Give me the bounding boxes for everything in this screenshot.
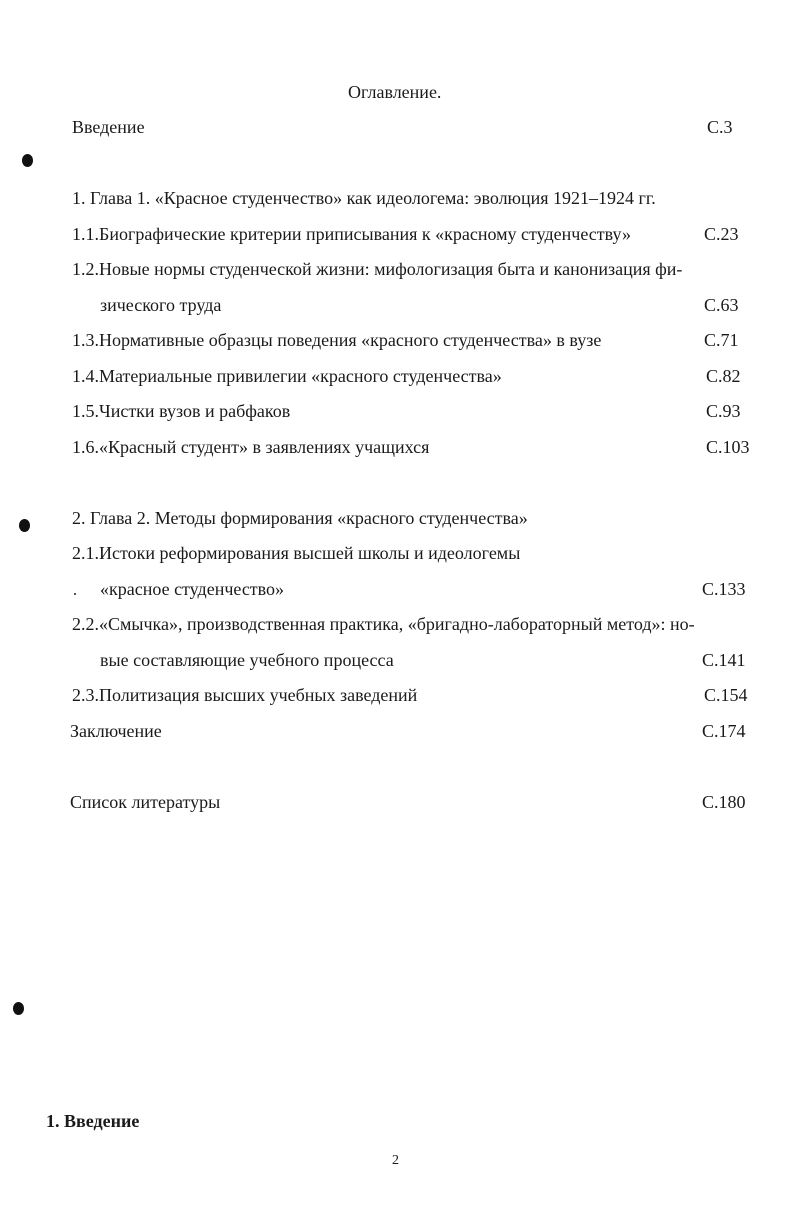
toc-section-1-5-page: С.93	[706, 401, 741, 421]
toc-section-1-2-line1: 1.2.Новые нормы студенческой жизни: мифологизация быта и канонизация фи-	[72, 259, 683, 279]
toc-section-2-2-line1: 2.2.«Смычка», производственная практика, «бригадно-лабораторный метод»: но-	[72, 614, 695, 634]
toc-section-2-3-page: С.154	[704, 685, 748, 705]
toc-section-1-6-page: С.103	[706, 437, 750, 457]
toc-title: Оглавление.	[348, 82, 442, 102]
binder-hole-bottom	[13, 1002, 24, 1015]
toc-section-1-4-page: С.82	[706, 366, 741, 386]
toc-section-2-3: 2.3.Политизация высших учебных заведений	[72, 685, 418, 705]
toc-chapter-2-title: 2. Глава 2. Методы формирования «красного студенчества»	[72, 508, 528, 528]
toc-section-2-2-page: С.141	[702, 650, 746, 670]
page-number: 2	[392, 1153, 399, 1168]
toc-section-1-3: 1.3.Нормативные образцы поведения «красного студенчества» в вузе	[72, 330, 602, 350]
next-section-heading: 1. Введение	[46, 1111, 140, 1131]
toc-section-1-2-line2: зического труда	[100, 295, 222, 315]
toc-bibliography: Список литературы	[70, 792, 221, 812]
scan-speck	[74, 593, 76, 595]
toc-intro-label: Введение	[72, 117, 145, 137]
toc-section-2-1-line1: 2.1.Истоки реформирования высшей школы и идеологемы	[72, 543, 521, 563]
toc-section-1-4: 1.4.Материальные привилегии «красного студенчества»	[72, 366, 502, 386]
toc-section-1-2-page: С.63	[704, 295, 739, 315]
binder-hole-middle	[19, 519, 30, 532]
toc-section-1-5: 1.5.Чистки вузов и рабфаков	[72, 401, 291, 421]
toc-section-1-3-page: С.71	[704, 330, 739, 350]
toc-section-2-1-line2: «красное студенчество»	[100, 579, 285, 599]
toc-bibliography-page: С.180	[702, 792, 746, 812]
binder-hole-top	[22, 154, 33, 167]
toc-section-2-2-line2: вые составляющие учебного процесса	[100, 650, 394, 670]
toc-intro-page: С.3	[707, 117, 733, 137]
toc-conclusion: Заключение	[70, 721, 162, 741]
toc-chapter-1-title: 1. Глава 1. «Красное студенчество» как идеологема: эволюция 1921–1924 гг.	[72, 188, 656, 208]
toc-section-1-6: 1.6.«Красный студент» в заявлениях учащихся	[72, 437, 430, 457]
toc-conclusion-page: С.174	[702, 721, 746, 741]
toc-section-1-1-page: С.23	[704, 224, 739, 244]
toc-section-1-1: 1.1.Биографические критерии приписывания к «красному студенчеству»	[72, 224, 631, 244]
toc-section-2-1-page: С.133	[702, 579, 746, 599]
